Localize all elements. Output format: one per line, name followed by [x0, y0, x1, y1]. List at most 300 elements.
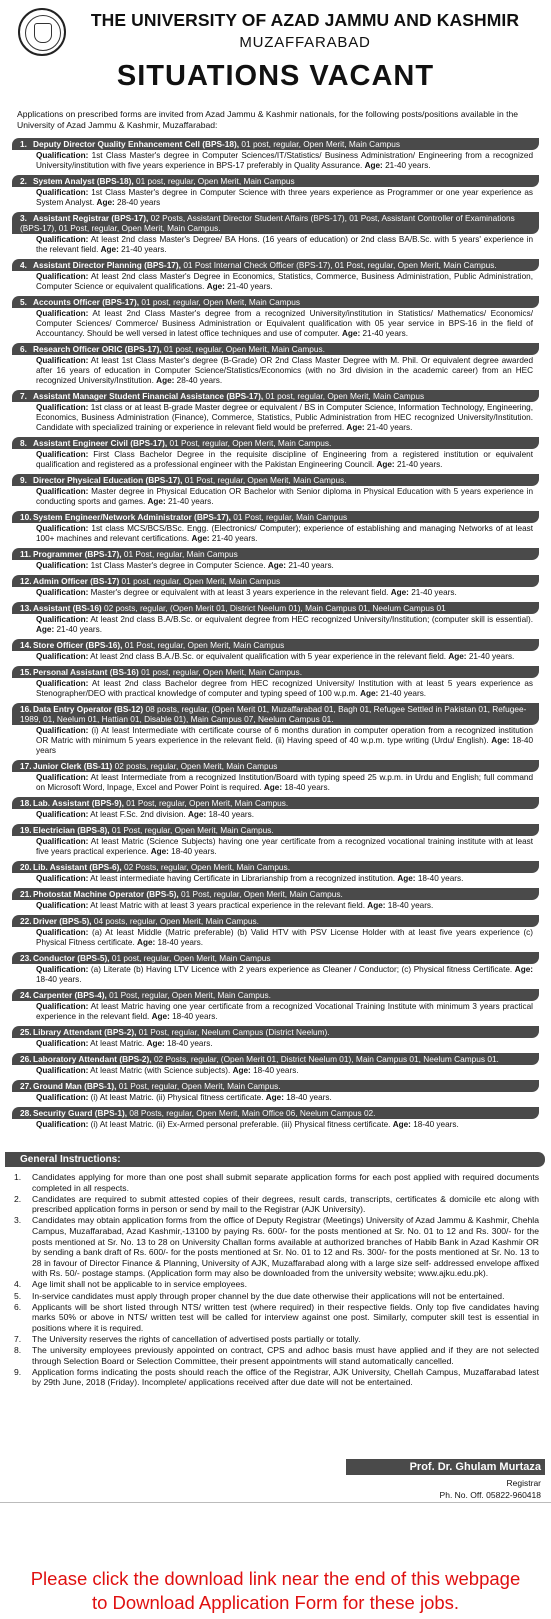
- post-qualification: [12, 964, 539, 986]
- qualification-label: Qualification:: [36, 356, 89, 365]
- instruction-number: 7.: [14, 1333, 22, 1344]
- post-qualification: [12, 150, 539, 172]
- post-item: [12, 602, 539, 636]
- instruction-item: [12, 1367, 539, 1388]
- qualification-label: Qualification:: [36, 1002, 89, 1011]
- download-notice-line-1: Please click the download link near the end of this webpage: [30, 1568, 521, 1589]
- post-name: Programmer (BPS-17),: [33, 549, 122, 559]
- age-label: Age:: [188, 810, 207, 819]
- age-label: Age:: [397, 874, 416, 883]
- age-value: 21-40 years.: [468, 652, 515, 661]
- post-item: [12, 343, 539, 387]
- post-header: [12, 212, 539, 234]
- post-name: Deputy Director Quality Enhancement Cell (BPS-18),: [33, 139, 240, 149]
- age-label: Age:: [150, 847, 169, 856]
- post-details: 01 post, regular, Open Merit, Main Campus: [141, 297, 300, 307]
- post-header: [12, 296, 539, 308]
- qualification-label: Qualification:: [36, 679, 89, 688]
- instruction-text: Candidates are required to submit attested copies of their degrees, result cards, transcripts, certificates & domicile etc along with prescribed application forms in person or send by mail to the Registrar (AJK University).: [32, 1193, 539, 1215]
- post-name: Conductor (BPS-5),: [33, 953, 110, 963]
- qualification-text: At least 2nd class B.A./B.Sc. or equivalent qualification with 5 year experience in the relevant field.: [90, 652, 447, 661]
- age-label: Age:: [191, 534, 210, 543]
- post-name: Ground Man (BPS-1),: [33, 1081, 117, 1091]
- signatory-phone: Ph. No. Off. 05822-960418: [439, 1490, 541, 1500]
- qualification-text: 1st Class Master's degree in Computer Sciences/IT/Statistics/ Business Administration/ Engineering from a recognized University/institution with five years experience in BPS-17 preferably in Quality Assurance.: [36, 151, 533, 170]
- post-number: 4.: [20, 260, 27, 270]
- post-details: 01 Post, regular, Open Merit, Main Campus.: [109, 990, 271, 1000]
- age-value: 18-40 years.: [413, 1120, 459, 1129]
- qualification-text: At least 1st Class Master's degree (B-Grade) OR 2nd Class Master Degree with M. Phil. Or equivalent degree awarded after 16 years of education in Computer Science/Statistics/Economics (with no 3rd division in the academic career) from an HEC recognized University/Institution.: [36, 356, 534, 385]
- qualification-label: Qualification:: [36, 965, 89, 974]
- age-value: 21-40 years.: [411, 588, 457, 597]
- post-details: 01 post, regular, Open Merit, Main Campus: [241, 139, 401, 149]
- qualification-label: Qualification:: [36, 773, 89, 782]
- post-header: [12, 666, 539, 678]
- post-details: 01 Post, regular, Open Merit, Main Campus.: [169, 438, 332, 448]
- post-qualification: [12, 651, 539, 663]
- post-number: 12.: [20, 576, 32, 586]
- age-label: Age:: [263, 783, 283, 792]
- post-header: [12, 1107, 539, 1119]
- post-details: 01 Post, regular, Main Campus: [123, 549, 238, 559]
- posts-list: [12, 138, 539, 1134]
- age-value: 18-40 years.: [387, 901, 434, 910]
- qualification-text: At least 2nd class Bachelor degree from HEC recognized University/ Institution with at least 5 years experience as Stenographer/DEO with practical knowledge of computer and typing speed of 100 w.p.m.: [36, 679, 533, 698]
- post-details: 08 posts, regular, (Open Merit 01, Muzaffarabad 01, Bagh 01, Refugee Settled in Pakistan 01, Refugee-1989, 01, Neelum 01, Hattian 01, Disable 01), Main Campus 07, Neelum Campus 01.: [20, 704, 527, 724]
- instruction-text: The University reserves the rights of cancellation of advertised posts partially or totally.: [32, 1333, 361, 1344]
- post-header: [12, 989, 539, 1001]
- age-label: Age:: [265, 1093, 284, 1102]
- instruction-item: [12, 1302, 539, 1334]
- post-number: 21.: [20, 889, 32, 899]
- general-instructions-title: General Instructions:: [20, 1154, 121, 1165]
- post-number: 3.: [20, 213, 27, 223]
- post-item: [12, 824, 539, 858]
- qualification-text: (i) At least Matric. (ii) Ex-Armed personal preferable. (iii) Physical fitness certificate.: [90, 1120, 391, 1129]
- qualification-label: Qualification:: [36, 403, 89, 412]
- signatory-role: Registrar: [506, 1478, 541, 1488]
- instruction-text: Age limit shall not be applicable to in service employees.: [32, 1279, 247, 1290]
- post-header: [12, 639, 539, 651]
- post-qualification: [12, 523, 539, 545]
- divider: [0, 1502, 551, 1503]
- post-item: [12, 437, 539, 471]
- age-value: 21-40 years.: [288, 561, 334, 570]
- post-header: [12, 511, 539, 523]
- qualification-text: (i) At least Intermediate with certificate course of 6 months duration in computer operation from a recognized institution OR Matric with minimum 5 years experience in the relevant field. (ii) Having speed of 40 w.p.m. type writing (Urdu/ English).: [36, 726, 533, 745]
- post-details: 01 Post, regular, Open Merit, Main Campus.: [181, 889, 343, 899]
- post-item: [12, 797, 539, 821]
- post-details: 01 post, regular, Open Merit, Main Campus: [265, 391, 425, 401]
- qualification-label: Qualification:: [36, 487, 89, 496]
- qualification-text: At least Matric having one year certificate from a recognized Vocational Training Institute with minimum 3 years practical experience in the relevant field.: [36, 1002, 533, 1021]
- post-number: 18.: [20, 798, 32, 808]
- post-name: Assistant Engineer Civil (BPS-17),: [33, 438, 168, 448]
- post-header: [12, 797, 539, 809]
- instruction-item: [12, 1215, 539, 1279]
- instruction-number: 8.: [14, 1345, 22, 1355]
- post-header: [12, 474, 539, 486]
- post-name: Admin Officer (BS-17): [33, 576, 120, 586]
- intro-text: Applications on prescribed forms are invited from Azad Jammu & Kashmir nationals, for the following posts/positions available in the University of Azad Jammu & Kashmir, Muzaffarabad:: [17, 109, 519, 130]
- post-header: [12, 1026, 539, 1038]
- post-qualification: [12, 1065, 539, 1077]
- post-item: [12, 138, 539, 172]
- post-qualification: [12, 271, 539, 293]
- post-item: [12, 1107, 539, 1131]
- qualification-text: At least Matric (with Science subjects).: [90, 1066, 231, 1075]
- post-qualification: [12, 900, 539, 912]
- post-item: [12, 259, 539, 293]
- post-qualification: [12, 809, 539, 821]
- post-name: Junior Clerk (BS-11): [33, 761, 113, 771]
- post-qualification: [12, 1001, 539, 1023]
- instruction-number: 3.: [14, 1215, 22, 1226]
- age-label: Age:: [367, 901, 386, 910]
- age-label: Age:: [100, 245, 119, 254]
- instruction-text: Candidates may obtain application forms from the office of Deputy Registrar (Meetings) University of Azad Jammu & Kashmir, Chehla Campus, Muzaffarabad, Azad Kashmir,-13100 by paying Rs. 600/- for the posts mentioned at Sr. No. 01 to 12 and Rs. 300/- for the posts mentioned at Sr. No. 13 to 28 on University Challan forms available at authorized branches of Habib Bank in Azad Kashmir OR by sending a bank draft of Rs. 600/- for the posts mentioned at Sr. No. 01 to 12 and Rs. 300/- for the posts mentioned at Sr. No. 13 to 28 in favour of Director Finance & Planning, University of AJK, Muzaffarabad along with a large size self- addressed envelope affixed with Rs. 50/- postage stamps. (Application form may also be downloaded from the university website; www.ajku.edu.pk).: [32, 1215, 539, 1279]
- qualification-text: Master's degree or equivalent with at least 3 years experience in the relevant field.: [90, 588, 389, 597]
- age-value: 21-40 years.: [211, 534, 258, 543]
- post-header: [12, 703, 539, 725]
- post-name: Research Officer ORIC (BPS-17),: [33, 344, 162, 354]
- download-notice: [0, 1567, 551, 1615]
- post-details: 01 Post, regular, Open Merit, Main Campus.: [126, 798, 289, 808]
- post-item: [12, 666, 539, 700]
- qualification-text: 1st Class Master's degree in Computer Science.: [90, 561, 266, 570]
- post-details: 01 post, regular, Open Merit, Main Campus: [121, 576, 281, 586]
- age-value: 18-40 years.: [171, 847, 217, 856]
- age-value: 21-40 years.: [56, 625, 102, 634]
- post-number: 9.: [20, 475, 27, 485]
- post-qualification: [12, 355, 539, 387]
- post-header: [12, 888, 539, 900]
- age-label: Age:: [514, 965, 533, 974]
- post-header: [12, 437, 539, 449]
- age-value: 18-40 years.: [286, 1093, 332, 1102]
- age-value: 18-40 years.: [157, 938, 204, 947]
- post-number: 13.: [20, 603, 32, 613]
- post-details: 02 Posts, regular, Open Merit, Main Campus.: [123, 862, 290, 872]
- instruction-item: [12, 1172, 539, 1193]
- post-item: [12, 760, 539, 794]
- post-item: [12, 390, 539, 434]
- age-value: 18-40 years.: [284, 783, 330, 792]
- post-name: Store Officer (BPS-16),: [33, 640, 123, 650]
- post-name: Carpenter (BPS-4),: [33, 990, 107, 1000]
- post-header: [12, 1053, 539, 1065]
- post-number: 5.: [20, 297, 27, 307]
- post-details: 02 Posts, regular, (Open Merit 01, District Neelum 01), Main Campus 01, Neelum Campus 01.: [153, 1054, 499, 1064]
- post-details: 02 posts, regular, (Open Merit 01, District Neelum 01), Main Campus 01, Neelum Campus 01: [104, 603, 446, 613]
- age-label: Age:: [147, 497, 166, 506]
- qualification-text: At least Matric (Science Subjects) having one year certificate from a recognized vocational training institute with at least five years practical experience.: [36, 837, 534, 856]
- post-qualification: [12, 836, 539, 858]
- post-header: [12, 1080, 539, 1092]
- university-city: MUZAFFARABAD: [239, 34, 371, 51]
- post-qualification: [12, 725, 539, 757]
- instruction-text: In-service candidates must apply through proper channel by the due date otherwise their applications will not be entertained.: [32, 1290, 505, 1301]
- post-name: Assistant Director Planning (BPS-17),: [33, 260, 181, 270]
- post-header: [12, 952, 539, 964]
- qualification-label: Qualification:: [36, 1120, 89, 1129]
- age-label: Age:: [364, 161, 383, 170]
- post-details: 08 Posts, regular, Open Merit, Main Office 06, Neelum Campus 02.: [129, 1108, 376, 1118]
- post-qualification: [12, 402, 539, 434]
- qualification-label: Qualification:: [36, 652, 89, 661]
- qualification-label: Qualification:: [36, 1039, 89, 1048]
- age-label: Age:: [448, 652, 467, 661]
- post-header: [12, 390, 539, 402]
- download-notice-line-2: to Download Application Form for these jobs.: [91, 1592, 460, 1613]
- post-header: [12, 575, 539, 587]
- post-header: [12, 915, 539, 927]
- post-item: [12, 511, 539, 545]
- age-label: Age:: [360, 689, 379, 698]
- instruction-text: Application forms indicating the posts should reach the office of the Registrar, AJK University, Chellah Campus, Muzaffarabad latest by 29th June, 2018 (Friday). Incomplete/ applications received after due date will not be entertained.: [32, 1366, 539, 1388]
- post-qualification: [12, 449, 539, 471]
- qualification-text: 1st class MCS/BCS/BSc. Engg. (Electronics/ Computer); experience of establishing and managing Networks of at least 100+ machines and relevant certifications.: [36, 524, 533, 543]
- post-item: [12, 861, 539, 885]
- age-label: Age:: [151, 1012, 170, 1021]
- post-details: 01 Post Internal Check Officer (BPS-17), 01 Post, regular, Open Merit, Main Campus.: [183, 260, 497, 270]
- qualification-text: At least 2nd class Master's Degree in Economics, Statistics, Commerce, Business Administration, Public Administration, Computer Science or equivalent qualifications.: [36, 272, 533, 291]
- post-name: Accounts Officer (BPS-17),: [33, 297, 140, 307]
- post-number: 10.: [20, 512, 32, 522]
- post-details: 01 post, regular, Open Merit, Main Campus.: [141, 667, 303, 677]
- post-details: 01 post, regular, Open Merit, Main Campus.: [163, 344, 325, 354]
- post-name: Lib. Assistant (BPS-6),: [33, 862, 122, 872]
- post-qualification: [12, 486, 539, 508]
- age-label: Age:: [392, 1120, 411, 1129]
- age-value: 21-40 years.: [168, 497, 214, 506]
- age-label: Age:: [346, 423, 365, 432]
- qualification-text: Master degree in Physical Education OR Bachelor with Senior diploma in Physical Education with 5 years experience in conducting sports and games.: [36, 487, 533, 506]
- post-number: 2.: [20, 176, 27, 186]
- post-number: 6.: [20, 344, 27, 354]
- post-qualification: [12, 927, 539, 949]
- qualification-text: At least 2nd class B.A/B.Sc. or equivalent degree from HEC recognized University/Institution; (computer skill is essential).: [90, 615, 533, 624]
- qualification-text: 1st Class Master's degree in Computer Science with three years experience as Programmer or one year experience as System Analyst.: [36, 188, 533, 207]
- post-header: [12, 138, 539, 150]
- post-name: Director Physical Education (BPS-17),: [33, 475, 183, 485]
- post-header: [12, 760, 539, 772]
- post-item: [12, 296, 539, 340]
- qualification-label: Qualification:: [36, 151, 89, 160]
- qualification-text: (a) Literate (b) Having LTV Licence with 2 years experience as Cleaner / Conductor; (c) Physical fitness Certificate.: [90, 965, 513, 974]
- age-value: 28-40 years: [117, 198, 161, 207]
- age-label: Age:: [36, 625, 55, 634]
- post-name: Personal Assistant (BS-16): [33, 667, 139, 677]
- post-number: 28.: [20, 1108, 32, 1118]
- age-value: 18-40 years.: [208, 810, 254, 819]
- university-seal-icon: [18, 8, 66, 56]
- qualification-text: 1st class or at least B-grade Master degree or equivalent / BS in Computer Science, Information Technology, Engineering, Economics, Business Administration (Finance), Commerce, Statistics, Public Administration from HEC recognized University/Institution. Candidate with specialized training or experience in relevant field would be preferred.: [36, 403, 533, 432]
- qualification-text: At least Matric.: [90, 1039, 145, 1048]
- post-item: [12, 952, 539, 986]
- post-details: 01 Post, regular, Neelum Campus (District Neelum).: [138, 1027, 330, 1037]
- qualification-text: At least 2nd class Master's Degree/ BA Hons. (16 years of education) or 2nd class BA/B.Sc. with 5 years' experience in the relevant field.: [36, 235, 534, 254]
- post-header: [12, 175, 539, 187]
- qualification-text: At least 2nd Class Master's degree from a recognized University/institution in Statistics/ Mathematics/ Economics/ Computer Sciences/ Commerce/ Business Administration or Equivalent qualification with 05 year service in BPS-16 in the field of Accountancy. Should be well versed in latest office techniques and use of computer.: [36, 309, 533, 338]
- post-details: 02 Posts, Assistant Director Student Affairs (BPS-17), 01 Post, Assistant Controller of Examinations (BPS-17), 01 Post, regular, Open Merit, Main Campus.: [20, 213, 515, 233]
- post-number: 7.: [20, 391, 27, 401]
- age-value: 21-40 years.: [366, 423, 413, 432]
- post-name: Driver (BPS-5),: [33, 916, 92, 926]
- qualification-text: At least F.Sc. 2nd division.: [90, 810, 186, 819]
- age-value: 18-40 years.: [167, 1039, 213, 1048]
- post-details: 01 Post, regular, Open Merit, Main Campus: [124, 640, 285, 650]
- post-number: 1.: [20, 139, 27, 149]
- post-header: [12, 259, 539, 271]
- post-number: 15.: [20, 667, 32, 677]
- qualification-label: Qualification:: [36, 235, 89, 244]
- post-qualification: [12, 187, 539, 209]
- post-details: 04 posts, regular, Open Merit, Main Campus.: [93, 916, 259, 926]
- post-item: [12, 474, 539, 508]
- age-label: Age:: [146, 1039, 165, 1048]
- header: [6, 4, 545, 64]
- post-qualification: [12, 308, 539, 340]
- age-label: Age:: [267, 561, 287, 570]
- instruction-item: [12, 1291, 539, 1302]
- instruction-number: 1.: [14, 1172, 22, 1182]
- qualification-label: Qualification:: [36, 450, 89, 459]
- post-number: 11.: [20, 549, 32, 559]
- age-value: 21-40 years.: [385, 161, 431, 170]
- age-value: 18-40 years.: [417, 874, 464, 883]
- qualification-label: Qualification:: [36, 272, 89, 281]
- instruction-number: 5.: [14, 1290, 22, 1301]
- post-item: [12, 915, 539, 949]
- age-label: Age:: [376, 460, 395, 469]
- age-value: 21-40 years.: [396, 460, 443, 469]
- post-header: [12, 343, 539, 355]
- age-value: 21-40 years.: [227, 282, 273, 291]
- post-details: 01 post, regular, Open Merit, Main Campus: [111, 953, 271, 963]
- qualification-label: Qualification:: [36, 309, 89, 318]
- post-item: [12, 575, 539, 599]
- post-number: 19.: [20, 825, 32, 835]
- qualification-label: Qualification:: [36, 561, 89, 570]
- age-label: Age:: [156, 376, 175, 385]
- post-name: Library Attendant (BPS-2),: [33, 1027, 137, 1037]
- post-name: Assistant Registrar (BPS-17),: [33, 213, 149, 223]
- instruction-item: [12, 1334, 539, 1345]
- post-qualification: [12, 1092, 539, 1104]
- qualification-label: Qualification:: [36, 588, 89, 597]
- post-name: Assistant (BS-16): [33, 603, 102, 613]
- qualification-label: Qualification:: [36, 837, 89, 846]
- instruction-text: Applicants will be short listed through NTS/ written test (where required) in their respective fields. Only top five candidates having marks 50% or above in NTS/ written test will be called for interview against one post. Similarly, computer skill test is essential in positions where it is required.: [32, 1301, 539, 1333]
- post-item: [12, 1080, 539, 1104]
- qualification-label: Qualification:: [36, 874, 89, 883]
- post-qualification: [12, 1119, 539, 1131]
- page-title: SITUATIONS VACANT: [116, 60, 435, 92]
- post-number: 26.: [20, 1054, 32, 1064]
- post-number: 25.: [20, 1027, 32, 1037]
- age-label: Age:: [232, 1066, 251, 1075]
- post-item: [12, 989, 539, 1023]
- instruction-number: 6.: [14, 1301, 22, 1312]
- post-name: System Engineer/Network Administrator (BPS-17),: [33, 512, 231, 522]
- instruction-number: 4.: [14, 1279, 22, 1290]
- instruction-number: 9.: [14, 1366, 22, 1377]
- age-value: 28-40 years.: [176, 376, 223, 385]
- post-name: Lab. Assistant (BPS-9),: [33, 798, 124, 808]
- age-value: 21-40 years.: [380, 689, 427, 698]
- post-name: Electrician (BPS-8),: [33, 825, 110, 835]
- instruction-item: [12, 1279, 539, 1290]
- qualification-label: Qualification:: [36, 928, 89, 937]
- post-item: [12, 703, 539, 757]
- age-value: 18-40 years.: [36, 975, 82, 984]
- post-name: Assistant Manager Student Financial Assistance (BPS-17),: [33, 391, 264, 401]
- instruction-item: [12, 1194, 539, 1215]
- post-item: [12, 888, 539, 912]
- age-value: 18-40 years.: [172, 1012, 218, 1021]
- instruction-text: Candidates applying for more than one post shall submit separate application forms for each post applied with required documents completed in all respects.: [32, 1172, 539, 1193]
- age-value: 21-40 years.: [121, 245, 167, 254]
- post-qualification: [12, 772, 539, 794]
- age-label: Age:: [390, 588, 409, 597]
- age-value: 18-40 years.: [253, 1066, 299, 1075]
- age-value: 18-40 years: [36, 736, 534, 755]
- post-item: [12, 212, 539, 256]
- qualification-text: At least intermediate having Certificate in Librarianship from a recognized institution.: [90, 874, 396, 883]
- post-qualification: [12, 587, 539, 599]
- age-value: 21-40 years.: [362, 329, 409, 338]
- post-item: [12, 175, 539, 209]
- post-number: 17.: [20, 761, 32, 771]
- qualification-label: Qualification:: [36, 810, 89, 819]
- post-number: 24.: [20, 990, 32, 1000]
- post-header: [12, 548, 539, 560]
- instruction-text: The university employees previously appointed on contract, CPS and adhoc basis must have applied and if they are not selected through Selection Board or Selection Committee, their present appointments will stand automatically cancelled.: [32, 1345, 539, 1366]
- post-number: 14.: [20, 640, 32, 650]
- qualification-label: Qualification:: [36, 1066, 89, 1075]
- post-name: Laboratory Attendant (BPS-2),: [33, 1054, 152, 1064]
- post-number: 22.: [20, 916, 32, 926]
- age-label: Age:: [137, 938, 156, 947]
- post-qualification: [12, 678, 539, 700]
- qualification-text: At least Matric with at least 3 years practical experience in the relevant field.: [90, 901, 366, 910]
- post-qualification: [12, 614, 539, 636]
- qualification-label: Qualification:: [36, 1093, 89, 1102]
- post-item: [12, 639, 539, 663]
- instruction-item: [12, 1345, 539, 1366]
- university-name: THE UNIVERSITY OF AZAD JAMMU AND KASHMIR: [90, 10, 520, 30]
- post-qualification: [12, 234, 539, 256]
- instruction-number: 2.: [14, 1193, 22, 1204]
- post-name: Data Entry Operator (BS-12): [33, 704, 144, 714]
- qualification-text: (i) At least Matric. (ii) Physical fitness certificate.: [90, 1093, 264, 1102]
- post-details: 01 Post, regular, Open Merit, Main Campus.: [118, 1081, 281, 1091]
- post-number: 16.: [20, 704, 32, 714]
- post-item: [12, 1026, 539, 1050]
- post-details: 01 Post, regular, Open Merit, Main Campus.: [111, 825, 274, 835]
- post-qualification: [12, 873, 539, 885]
- post-item: [12, 548, 539, 572]
- post-header: [12, 602, 539, 614]
- post-header: [12, 861, 539, 873]
- age-label: Age:: [491, 736, 510, 745]
- qualification-label: Qualification:: [36, 524, 89, 533]
- post-details: 01 Post, regular, Open Merit, Main Campus.: [184, 475, 347, 485]
- age-label: Age:: [206, 282, 225, 291]
- qualification-label: Qualification:: [36, 188, 89, 197]
- post-qualification: [12, 560, 539, 572]
